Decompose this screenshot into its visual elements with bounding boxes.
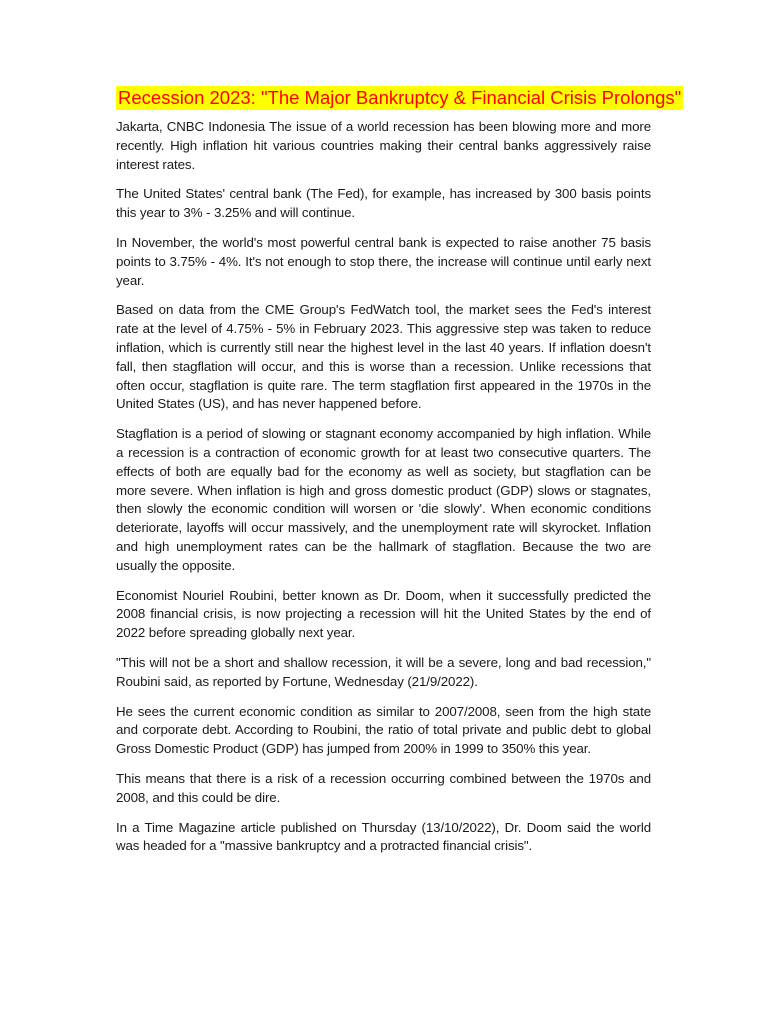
paragraph-4: Based on data from the CME Group's FedWatch tool, the market sees the Fed's interest rate at the level of 4.75% - 5% in February 2023. This aggressive step was taken to reduce inflation, which is currently still near the highest level in the last 40 years. If inflation doesn't fall, then stagflation will occur, and this is worse than a recession. Unlike recessions that often occur, stagflation is quite rare. The term stagflation first appeared in the 1970s in the United States (US), and has never happened before. <box>116 302 651 412</box>
paragraph-6: Economist Nouriel Roubini, better known as Dr. Doom, when it successfully predicted the 2008 financial crisis, is now projecting a recession will hit the United States by the end of 2022 before spreading globally next year. <box>116 587 651 641</box>
paragraph-9: This means that there is a risk of a recession occurring combined between the 1970s and 2008, and this could be dire. <box>116 770 651 805</box>
paragraph-5: Stagflation is a period of slowing or stagnant economy accompanied by high inflation. While a recession is a contraction of economic growth for at least two consecutive quarters. The effects of both are equally bad for the economy as well as society, but stagflation can be more severe. When inflation is high and gross domestic product (GDP) slows or stagnates, then slowly the economic condition will worsen or 'die slowly'. When economic conditions deteriorate, layoffs will occur massively, and the unemployment rate will skyrocket. Inflation and high unemployment rates can be the hallmark of stagflation. Because the two are usually the opposite. <box>116 426 651 573</box>
document-title: Recession 2023: "The Major Bankruptcy & Financial Crisis Prolongs" <box>118 87 682 108</box>
paragraph-1: Jakarta, CNBC Indonesia The issue of a world recession has been blowing more and more recently. High inflation hit various countries making their central banks aggressively raise interest rates. <box>116 119 651 172</box>
paragraph-2: The United States' central bank (The Fed), for example, has increased by 300 basis points this year to 3% - 3.25% and will continue. <box>116 186 651 221</box>
paragraph-10: In a Time Magazine article published on Thursday (13/10/2022), Dr. Doom said the world was headed for a "massive bankruptcy and a protracted financial crisis". <box>116 819 651 854</box>
paragraph-8: He sees the current economic condition as similar to 2007/2008, seen from the high state and corporate debt. According to Roubini, the ratio of total private and public debt to global Gross Domestic Product (GDP) has jumped from 200% in 1999 to 350% this year. <box>116 703 651 757</box>
document-page <box>116 86 682 867</box>
paragraph-7: "This will not be a short and shallow recession, it will be a severe, long and bad recession," Roubini said, as reported by Fortune, Wednesday (21/9/2022). <box>116 654 651 689</box>
paragraph-3: In November, the world's most powerful central bank is expected to raise another 75 basis points to 3.75% - 4%. It's not enough to stop there, the increase will continue until early next year. <box>116 234 651 288</box>
